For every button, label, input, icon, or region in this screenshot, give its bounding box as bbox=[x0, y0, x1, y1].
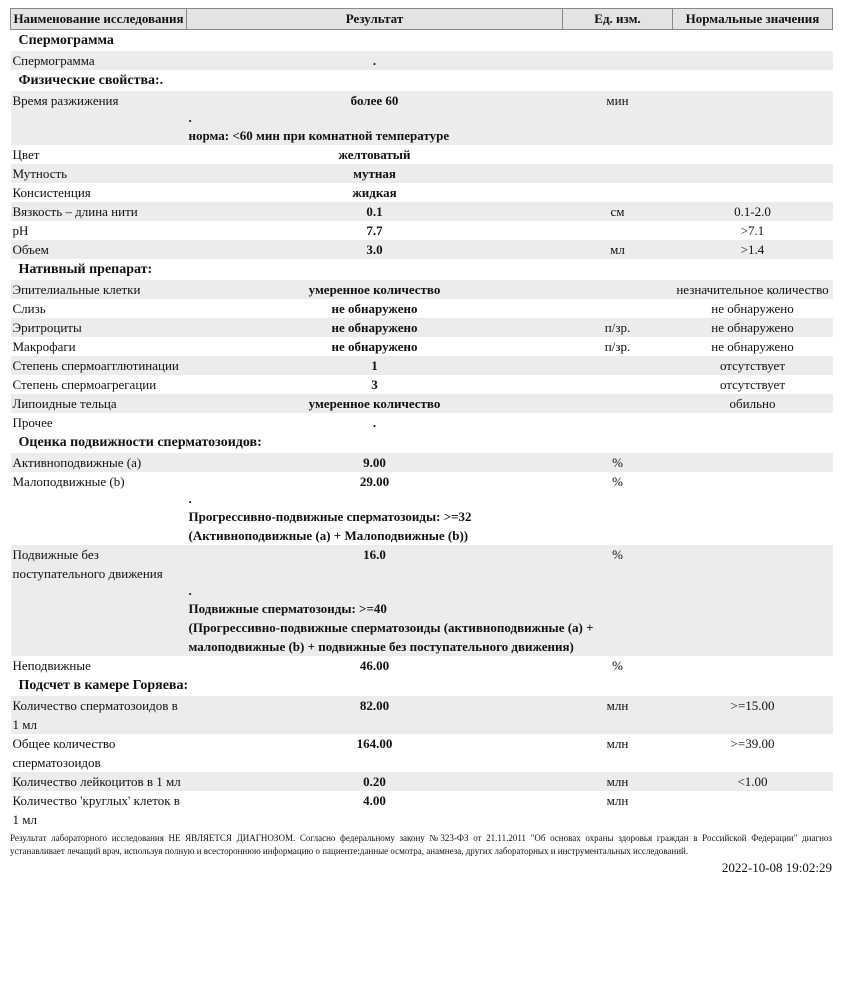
note-text: (Прогрессивно-подвижные сперматозоиды (активноподвижные (a) + малоподвижные (b) + подвижные без поступательного движения) bbox=[188, 620, 594, 654]
note-row bbox=[11, 491, 833, 545]
table-row: Неподвижные 46.00 % bbox=[12, 658, 623, 673]
note-row bbox=[11, 110, 833, 145]
table-row: Цвет желтоватый bbox=[12, 147, 411, 162]
table-row: Количество 'круглых' клеток в 1 мл 4.00 млн bbox=[12, 793, 629, 827]
table-row: Эпителиальные клетки умеренное количество незначительное количество bbox=[11, 280, 833, 299]
note-text: Прогрессивно-подвижные сперматозоиды: >=32 bbox=[188, 509, 472, 524]
col-norm-header: Нормальные значения bbox=[673, 9, 833, 30]
results-table bbox=[10, 8, 833, 829]
table-row: Количество сперматозоидов в 1 мл 82.00 млн >=15.00 bbox=[11, 696, 833, 734]
table-row: Степень спермоагглютинации 1 отсутствует bbox=[11, 356, 833, 375]
note-dot: . bbox=[188, 583, 192, 598]
section-heading: Оценка подвижности сперматозоидов: bbox=[18, 435, 262, 450]
note-text: (Активноподвижные (a) + Малоподвижные (b)) bbox=[188, 528, 469, 543]
table-row: Объем 3.0 мл >1.4 bbox=[11, 240, 833, 259]
table-row: Малоподвижные (b) 29.00 % bbox=[12, 474, 623, 489]
table-row: Эритроциты не обнаружено п/зр. не обнаружено bbox=[11, 318, 833, 337]
table-row: Количество лейкоцитов в 1 мл 0.20 млн <1.00 bbox=[11, 772, 833, 791]
table-row: Мутность мутная bbox=[11, 164, 833, 183]
table-row: Общее количество сперматозоидов 164.00 млн >=39.00 bbox=[12, 736, 775, 770]
table-row: Степень спермоагрегации 3 отсутствует bbox=[12, 377, 786, 392]
col-name-header: Наименование исследования bbox=[11, 9, 187, 30]
table-header bbox=[11, 9, 833, 30]
section-heading: Спермограмма bbox=[18, 33, 114, 48]
table-row: Липоидные тельца умеренное количество обильно bbox=[11, 394, 833, 413]
table-row: Прочее . bbox=[12, 415, 377, 430]
note-text: норма: <60 мин при комнатной температуре bbox=[188, 128, 450, 143]
lab-report bbox=[10, 0, 832, 876]
table-row: pH 7.7 >7.1 bbox=[12, 223, 765, 238]
note-dot: . bbox=[188, 491, 192, 506]
section-heading: Подсчет в камере Горяева: bbox=[18, 678, 189, 693]
disclaimer: Результат лабораторного исследования НЕ ЯВЛЯЕТСЯ ДИАГНОЗОМ. Согласно федеральному закону №323-ФЗ от 21.11.2011 "Об основах охраны здоровья граждан в Российской Федерации" диагноз устанавливает лечащий врач, используя полную и всестороннюю информацию о пациенте:данные осмотра, анамнеза, других лабораторных и инструментальных исследований. bbox=[10, 833, 832, 856]
table-row: Консистенция жидкая bbox=[12, 185, 397, 200]
table-row: Активноподвижные (a) 9.00 % bbox=[11, 453, 833, 472]
col-result-header: Результат bbox=[187, 9, 563, 30]
col-unit-header: Ед. изм. bbox=[563, 9, 673, 30]
section-heading: Нативный препарат: bbox=[18, 262, 153, 277]
table-row: Вязкость – длина нити 0.1 см 0.1-2.0 bbox=[11, 202, 833, 221]
table-row: Спермограмма . bbox=[11, 51, 833, 70]
table-row: Слизь не обнаружено не обнаружено bbox=[12, 301, 794, 316]
report-timestamp: 2022-10-08 19:02:29 bbox=[721, 860, 832, 875]
note-dot: . bbox=[188, 110, 192, 125]
table-row: Подвижные без поступательного движения 16.0 % bbox=[11, 545, 833, 583]
table-row: Время разжижения более 60 мин bbox=[11, 91, 833, 110]
section-heading: Физические свойства:. bbox=[18, 73, 164, 88]
note-row bbox=[11, 583, 833, 656]
table-row: Макрофаги не обнаружено п/зр. не обнаружено bbox=[12, 339, 794, 354]
note-text: Подвижные сперматозоиды: >=40 bbox=[188, 601, 387, 616]
